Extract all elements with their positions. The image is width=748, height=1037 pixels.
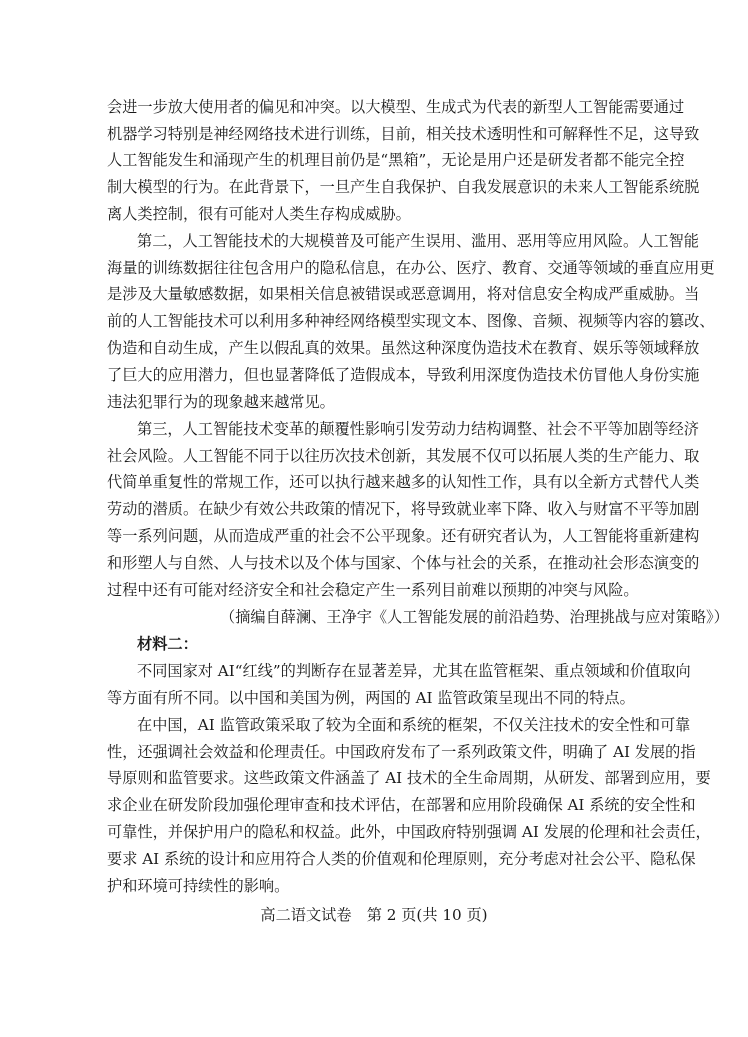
para4-line-2: 等方面有所不同。以中国和美国为例，两国的 AI 监管政策呈现出不同的特点。 bbox=[107, 689, 635, 707]
para1-line-4: 制大模型的行为。在此背景下，一旦产生自我保护、自我发展意识的未来人工智能系统脱 bbox=[107, 178, 700, 196]
para2-line-1: 第二，人工智能技术的大规模普及可能产生误用、滥用、恶用等应用风险。人工智能 bbox=[137, 232, 699, 250]
para2-line-3: 是涉及大量敏感数据，如果相关信息被错误或恶意调用，将对信息安全构成严重威胁。当 bbox=[107, 285, 700, 303]
para1-line-3: 人工智能发生和涌现产生的机理目前仍是“黑箱”，无论是用户还是研发者都不能完全控 bbox=[107, 151, 685, 169]
source-citation: （摘编自薛澜、王净宇《人工智能发展的前沿趋势、治理挑战与应对策略》） bbox=[220, 608, 729, 626]
para5-line-3: 导原则和监管要求。这些政策文件涵盖了 AI 技术的全生命周期，从研发、部署到应用，要 bbox=[107, 769, 711, 787]
para3-line-4: 劳动的潜质。在缺少有效公共政策的情况下，将导致就业率下降、收入与财富不平等加剧 bbox=[107, 500, 700, 518]
para2-line-6: 了巨大的应用潜力，但也显著降低了造假成本，导致利用深度伪造技术仿冒他人身份实施 bbox=[107, 366, 700, 384]
para3-line-6: 和形塑人与自然、人与技术以及个体与国家、个体与社会的关系，在推动社会形态演变的 bbox=[107, 554, 700, 572]
page-footer: 高二语文试卷 第 2 页(共 10 页) bbox=[260, 906, 488, 924]
para1-line-1: 会进一步放大使用者的偏见和冲突。以大模型、生成式为代表的新型人工智能需要通过 bbox=[107, 98, 685, 116]
para3-line-1: 第三，人工智能技术变革的颠覆性影响引发劳动力结构调整、社会不平等加剧等经济 bbox=[137, 420, 699, 438]
para3-line-3: 代简单重复性的常规工作，还可以执行越来越多的认知性工作，具有以全新方式替代人类 bbox=[107, 473, 700, 491]
para5-line-7: 护和环境可持续性的影响。 bbox=[107, 877, 290, 895]
para1-line-5: 离人类控制，很有可能对人类生存构成威胁。 bbox=[107, 205, 411, 223]
para3-line-2: 社会风险。人工智能不同于以往历次技术创新，其发展不仅可以拓展人类的生产能力、取 bbox=[107, 447, 700, 465]
para2-line-7: 违法犯罪行为的现象越来越常见。 bbox=[107, 393, 335, 411]
para3-line-5: 等一系列问题，从而造成严重的社会不公平现象。还有研究者认为，人工智能将重新建构 bbox=[107, 527, 700, 545]
para5-line-1: 在中国，AI 监管政策采取了较为全面和系统的框架，不仅关注技术的安全性和可靠 bbox=[137, 716, 691, 734]
para5-line-6: 要求 AI 系统的设计和应用符合人类的价值观和伦理原则，充分考虑对社会公平、隐私保 bbox=[107, 850, 696, 868]
para3-line-7: 过程中还有可能对经济安全和社会稳定产生一系列目前难以预期的冲突与风险。 bbox=[107, 581, 639, 599]
para4-line-1: 不同国家对 AI“红线”的判断存在显著差异，尤其在监管框架、重点领域和价值取向 bbox=[137, 662, 691, 680]
para5-line-4: 求企业在研发阶段加强伦理审查和技术评估，在部署和应用阶段确保 AI 系统的安全性和 bbox=[107, 796, 696, 814]
para2-line-2: 海量的训练数据往往包含用户的隐私信息，在办公、医疗、教育、交通等领域的垂直应用更 bbox=[107, 259, 715, 277]
para5-line-2: 性，还强调社会效益和伦理责任。中国政府发布了一系列政策文件，明确了 AI 发展的指 bbox=[107, 743, 696, 761]
para2-line-4: 前的人工智能技术可以利用多种神经网络模型实现文本、图像、音频、视频等内容的篡改、 bbox=[107, 312, 715, 330]
para2-line-5: 伪造和自动生成，产生以假乱真的效果。虽然这种深度伪造技术在教育、娱乐等领域释放 bbox=[107, 339, 700, 357]
para5-line-5: 可靠性，并保护用户的隐私和权益。此外，中国政府特别强调 AI 发展的伦理和社会责任， bbox=[107, 823, 711, 841]
para1-line-2: 机器学习特别是神经网络技术进行训练，目前，相关技术透明性和可解释性不足，这导致 bbox=[107, 125, 700, 143]
material-2-heading: 材料二： bbox=[137, 635, 198, 653]
